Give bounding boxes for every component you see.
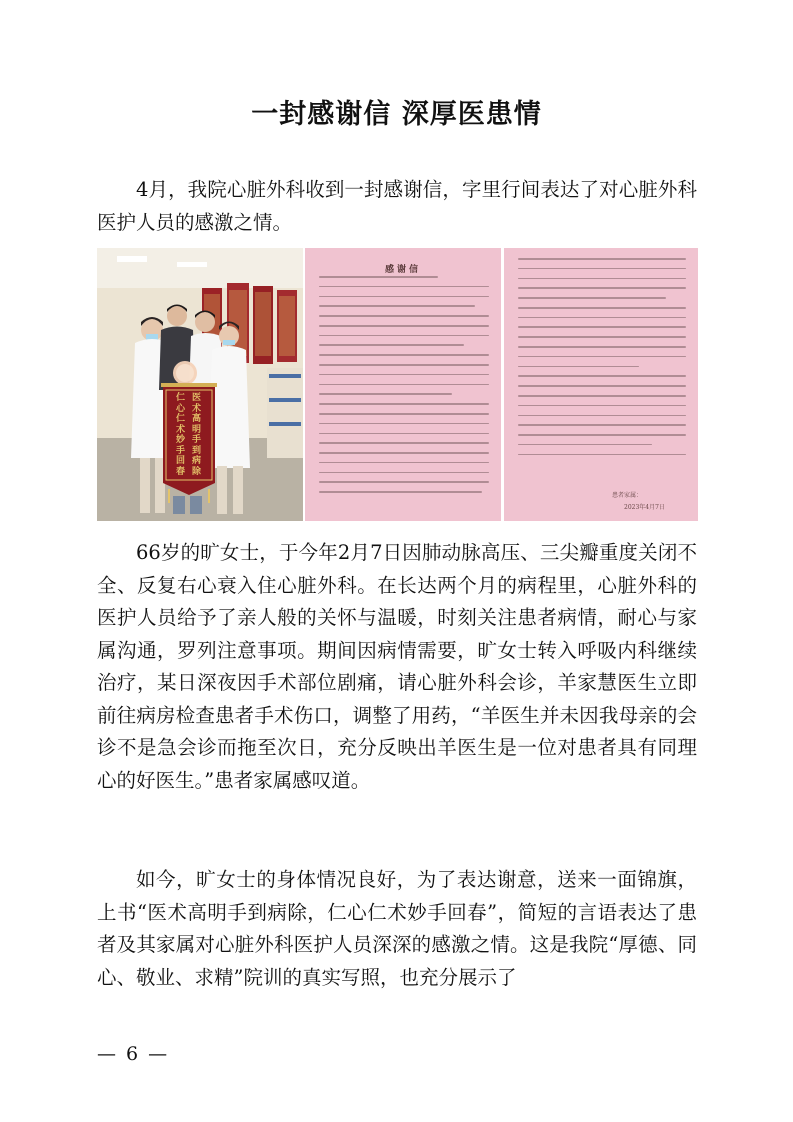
banner-text-col1: 医术高明手到病除 bbox=[192, 393, 202, 477]
paragraph-intro: 4月，我院心脏外科收到一封感谢信，字里行间表达了对心脏外科医护人员的感激之情。 bbox=[97, 178, 697, 234]
letter-date: 2023年4月7日 bbox=[624, 504, 665, 511]
photo-illustration bbox=[97, 248, 303, 521]
page-title: 一封感谢信 深厚医患情 bbox=[251, 99, 542, 130]
banner-text-col2: 仁心仁术妙手回春 bbox=[176, 393, 186, 477]
paragraph-story: 66岁的旷女士，于今年2月7日因肺动脉高压、三尖瓣重度关闭不全、反复右心衰入住心脏外科。在长达两个月的病程里，心脏外科的医护人员给予了亲人般的关怀与温暖，时刻关注患者病情，耐心与家属沟通，罗列注意事项。期间因病情需要，旷女士转入呼吸内科继续治疗，某日深夜因手术部位剧痛，请心脏外科会诊，羊家慧医生立即前往病房检查患者手术伤口，调整了用药，“羊医生并未因我母亲的会诊不是急会诊而拖至次日，充分反映出羊医生是一位对患者具有同理心的好医生。”患者家属感叹道。 bbox=[97, 541, 697, 792]
letter-text-lines bbox=[518, 258, 686, 475]
paragraph-banner: 如今，旷女士的身体情况良好，为了表达谢意，送来一面锦旗，上书“医术高明手到病除，仁心仁术妙手回春”，简短的言语表达了患者及其家属对心脏外科医护人员深深的感激之情。这是我院“厚德、同心、敬业、求精”院训的真实写照，也充分展示了 bbox=[97, 868, 697, 989]
image-row bbox=[97, 248, 698, 521]
letter-signature: 患者家属： bbox=[612, 492, 643, 499]
page-number: — 6 — bbox=[97, 1043, 170, 1065]
letter-text-lines bbox=[319, 276, 489, 511]
letter-title: 感谢信 bbox=[384, 265, 421, 275]
photo-staff-with-banner bbox=[97, 248, 303, 521]
thank-you-letter-page-2 bbox=[504, 248, 698, 521]
thank-you-letter-page-1 bbox=[305, 248, 501, 521]
